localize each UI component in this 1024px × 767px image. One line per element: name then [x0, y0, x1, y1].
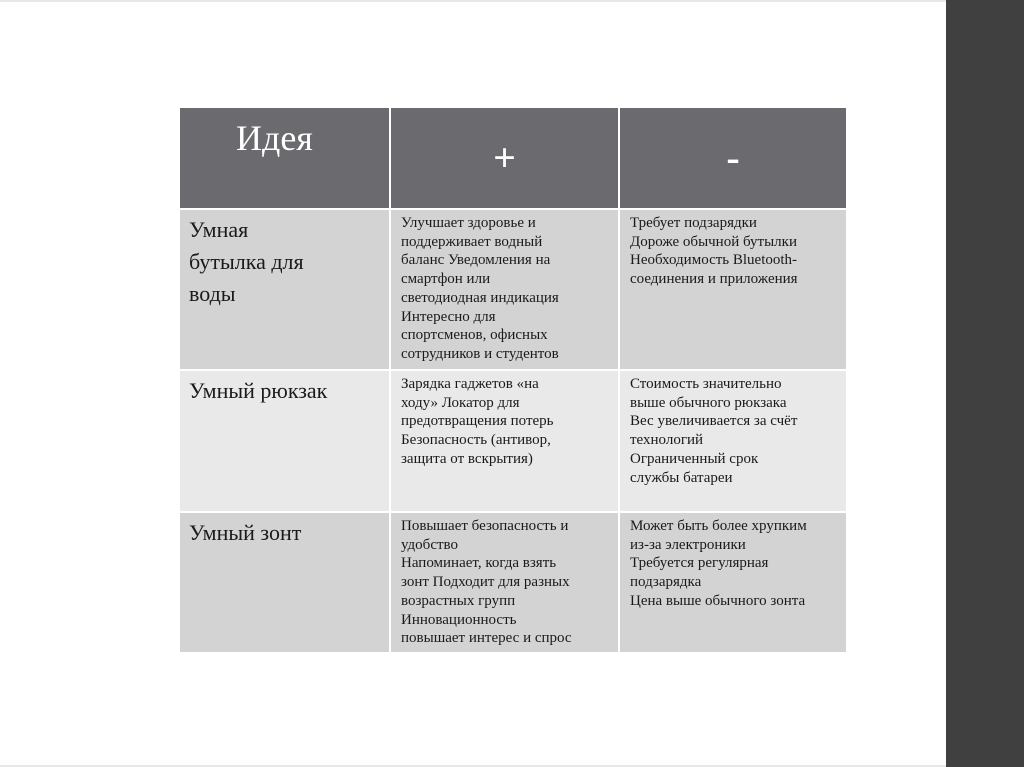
table-row: [179, 512, 847, 653]
plus-line: Безопасность (антивор,: [401, 432, 551, 449]
minus-line: Требуется регулярная: [630, 555, 769, 572]
idea-line: Умный зонт: [189, 520, 302, 545]
minus-line: технологий: [630, 432, 704, 449]
minus-cell: [619, 512, 847, 653]
plus-line: сотрудников и студентов: [401, 345, 559, 362]
plus-line: поддерживает водный: [401, 233, 543, 250]
idea-line: Умная: [189, 217, 249, 242]
minus-line: Ограниченный срок: [630, 450, 759, 467]
plus-line: зонт Подходит для разных: [401, 574, 570, 591]
minus-line: Может быть более хрупким: [630, 518, 807, 534]
plus-line: возрастных групп: [401, 592, 516, 609]
plus-line: светодиодная индикация: [401, 289, 559, 306]
plus-line: повышает интерес и спрос: [401, 630, 572, 647]
minus-line: Цена выше обычного зонта: [630, 592, 806, 609]
plus-line: баланс Уведомления на: [401, 252, 551, 269]
table-header-row: [179, 107, 847, 209]
table-row: [179, 370, 847, 512]
minus-line: Вес увеличивается за счёт: [630, 413, 798, 430]
plus-cell: [390, 370, 619, 512]
idea-cell: [179, 512, 390, 653]
side-bar: [946, 0, 1024, 767]
table-row: [179, 209, 847, 370]
idea-line: бутылка для: [189, 249, 304, 274]
header-plus: +: [390, 107, 619, 209]
minus-line: Дороже обычной бутылки: [630, 233, 797, 250]
minus-line: из-за электроники: [630, 536, 746, 553]
plus-line: Напоминает, когда взять: [401, 555, 557, 572]
plus-line: Зарядка гаджетов «на: [401, 376, 539, 392]
plus-line: предотвращения потерь: [401, 413, 554, 430]
idea-cell: [179, 209, 390, 370]
plus-line: Повышает безопасность и: [401, 518, 569, 534]
plus-cell: [390, 512, 619, 653]
plus-line: спортсменов, офисных: [401, 327, 548, 344]
plus-line: Интересно для: [401, 308, 496, 325]
minus-line: подзарядка: [630, 574, 702, 591]
idea-line: воды: [189, 281, 236, 306]
minus-line: службы батареи: [630, 469, 733, 486]
plus-line: удобство: [401, 536, 459, 553]
plus-line: Инновационность: [401, 611, 517, 628]
plus-line: защита от вскрытия): [401, 450, 533, 467]
minus-line: выше обычного рюкзака: [630, 394, 787, 411]
idea-cell: [179, 370, 390, 512]
minus-line: Стоимость значительно: [630, 376, 782, 392]
minus-cell: [619, 370, 847, 512]
plus-line: ходу» Локатор для: [401, 394, 520, 411]
plus-line: Улучшает здоровье и: [401, 215, 536, 231]
pros-cons-table: [178, 106, 848, 654]
plus-cell: [390, 209, 619, 370]
plus-line: смартфон или: [401, 271, 491, 288]
minus-cell: [619, 209, 847, 370]
header-minus: -: [619, 107, 847, 209]
minus-line: Необходимость Bluetooth-: [630, 252, 798, 269]
minus-line: Требует подзарядки: [630, 215, 757, 231]
minus-line: соединения и приложения: [630, 271, 798, 288]
header-idea: Идея: [179, 107, 390, 209]
idea-line: Умный рюкзак: [189, 378, 328, 403]
